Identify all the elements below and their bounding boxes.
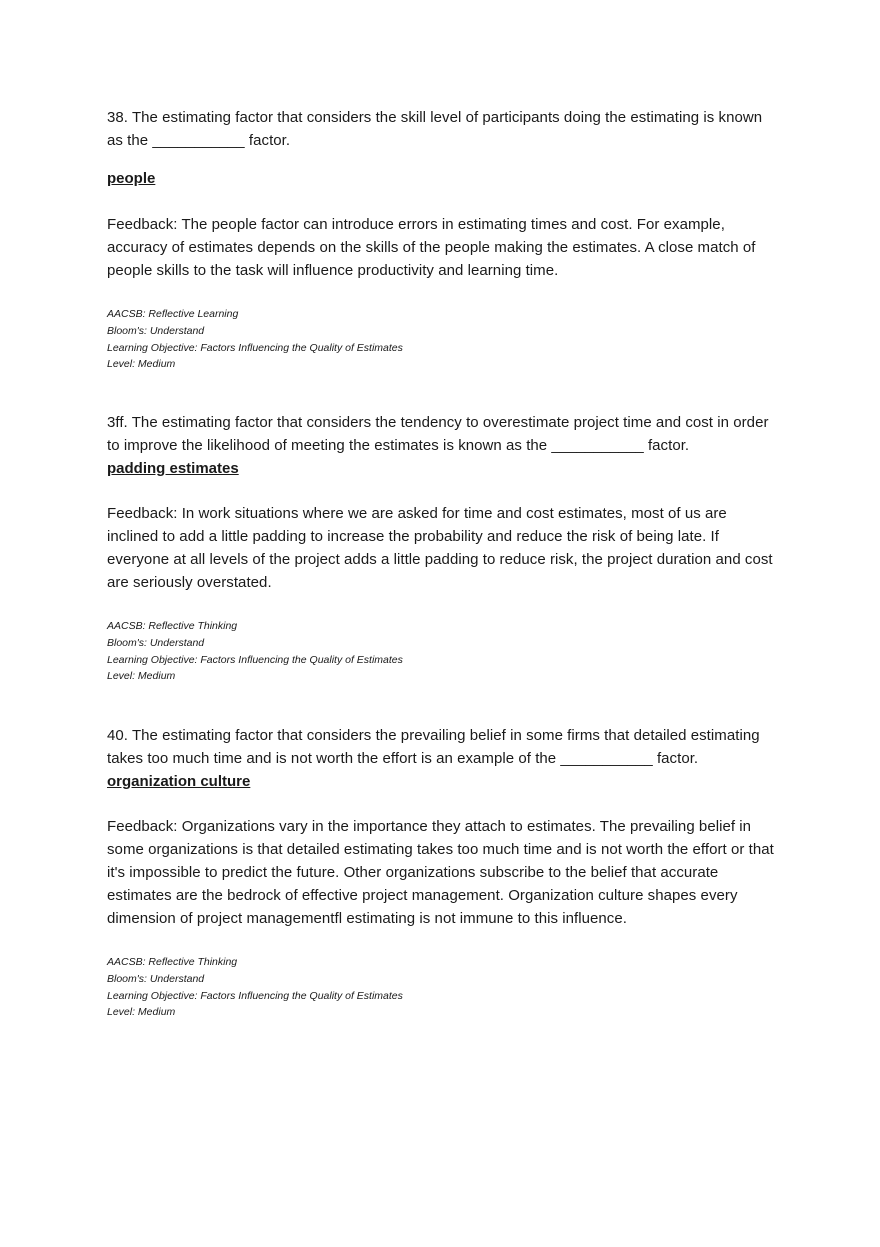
level-tag: Level: Medium	[107, 670, 176, 683]
answer-text: padding estimates	[107, 460, 239, 477]
feedback-text: Feedback: Organizations vary in the importance they attach to estimates. The prevailing belief in some organizations is that detailed estimating takes too much time and is not worth the effort or that it's impossible to predict the future. Other organizations subscribe to the belief that accurate estimates are the bedrock of effective project management. Organization culture shapes every dimension of project managementfl estimating is not immune to this influence.	[107, 818, 774, 927]
answer-text: people	[107, 170, 156, 187]
level-tag: Level: Medium	[107, 1006, 176, 1019]
question-text: 40. The estimating factor that considers the prevailing belief in some firms that detailed estimating takes too much time and is not worth the effort is an example of the ___________ factor.	[107, 727, 760, 767]
question-block-40	[107, 724, 777, 1021]
metadata-block	[107, 954, 777, 1021]
question-text: 38. The estimating factor that considers the skill level of participants doing the estimating is known as the ___________ factor.	[107, 109, 763, 149]
feedback-text: Feedback: The people factor can introduce errors in estimating times and cost. For example, accuracy of estimates depends on the skills of the people making the estimates. A close match of people skills to the task will influence productivity and learning time.	[107, 216, 756, 279]
blooms-tag: Bloom's: Understand	[107, 324, 205, 337]
answer-text: organization culture	[107, 773, 251, 790]
metadata-block	[107, 306, 777, 373]
blooms-tag: Bloom's: Understand	[107, 972, 205, 985]
blooms-tag: Bloom's: Understand	[107, 636, 205, 649]
learning-objective-tag: Learning Objective: Factors Influencing the Quality of Estimates	[107, 989, 403, 1002]
metadata-block	[107, 618, 777, 685]
level-tag: Level: Medium	[107, 358, 176, 371]
feedback-text: Feedback: In work situations where we are asked for time and cost estimates, most of us are inclined to add a little padding to increase the probability and reduce the risk of being late. If everyone at all levels of the project adds a little padding to reduce risk, the project duration and cost are seriously overstated.	[107, 505, 773, 591]
learning-objective-tag: Learning Objective: Factors Influencing the Quality of Estimates	[107, 653, 403, 666]
question-block-38	[107, 106, 777, 373]
aacsb-tag: AACSB: Reflective Thinking	[107, 956, 238, 968]
learning-objective-tag: Learning Objective: Factors Influencing the Quality of Estimates	[107, 341, 403, 354]
aacsb-tag: AACSB: Reflective Thinking	[107, 620, 238, 632]
question-text: 3ff. The estimating factor that considers the tendency to overestimate project time and cost in order to improve the likelihood of meeting the estimates is known as the ___________ factor.	[107, 414, 769, 454]
question-block-39	[107, 411, 777, 685]
aacsb-tag: AACSB: Reflective Learning	[107, 308, 239, 320]
